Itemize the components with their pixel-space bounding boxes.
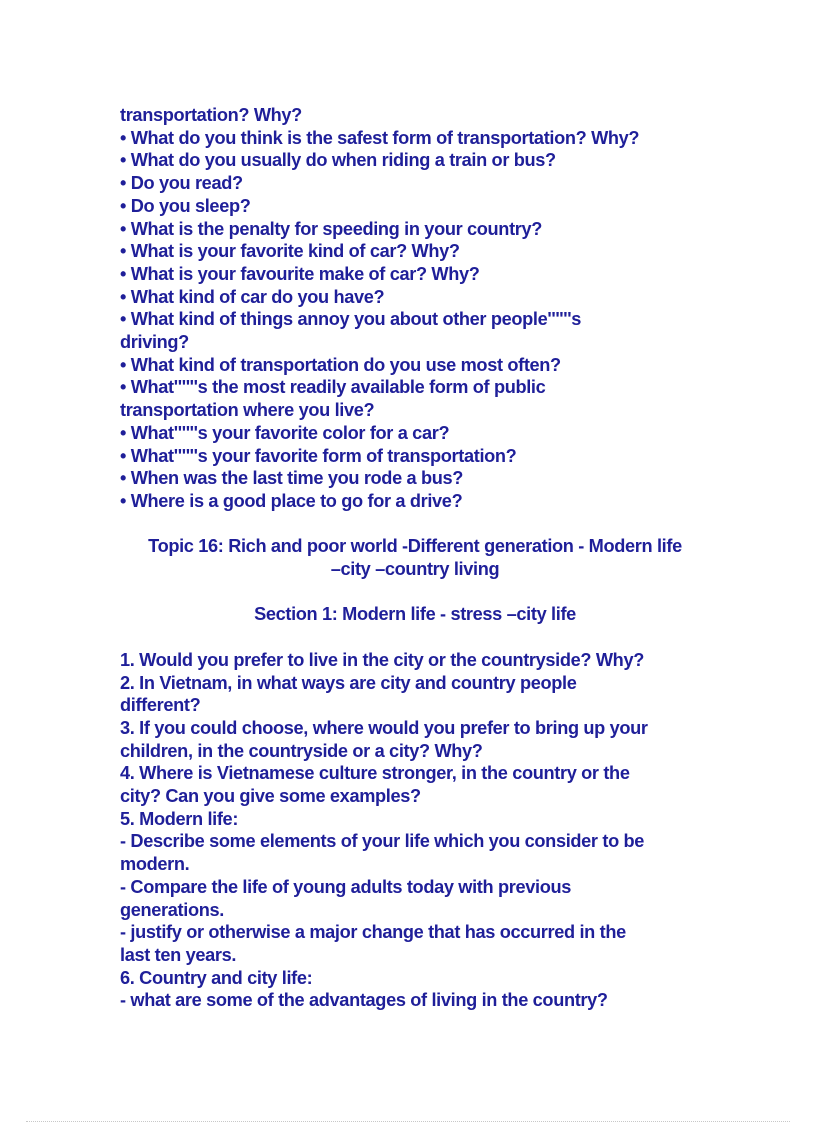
list-item: 6. Country and city life: bbox=[120, 967, 313, 988]
list-item: • What''''''s your favorite form of transportation? bbox=[120, 445, 517, 466]
list-item: last ten years. bbox=[120, 944, 237, 965]
list-item: children, in the countryside or a city? Why? bbox=[120, 740, 483, 761]
list-item: driving? bbox=[120, 332, 189, 353]
list-item: • What is the penalty for speeding in your country? bbox=[120, 218, 543, 239]
list-item: • What''''''s the most readily available form of public bbox=[120, 377, 546, 398]
list-item: • When was the last time you rode a bus? bbox=[120, 468, 464, 489]
list-item: • What do you think is the safest form of transportation? Why? bbox=[120, 127, 640, 148]
list-item: • What is your favourite make of car? Why? bbox=[120, 263, 480, 284]
list-item: 3. If you could choose, where would you prefer to bring up your bbox=[120, 717, 648, 738]
list-item: city? Can you give some examples? bbox=[120, 786, 421, 807]
list-item: • Do you sleep? bbox=[120, 195, 251, 216]
list-item: • Where is a good place to go for a drive? bbox=[120, 490, 463, 511]
list-item: - what are some of the advantages of living in the country? bbox=[120, 990, 608, 1011]
topic-title-line: Topic 16: Rich and poor world -Different generation - Modern life bbox=[148, 536, 682, 557]
spacer bbox=[120, 626, 710, 649]
topic-title bbox=[120, 535, 710, 580]
section-question-list bbox=[120, 649, 710, 1012]
section-title-text: Section 1: Modern life - stress –city life bbox=[254, 604, 576, 625]
list-item: 2. In Vietnam, in what ways are city and country people bbox=[120, 672, 577, 693]
list-item: • What''''''s your favorite color for a car? bbox=[120, 422, 450, 443]
list-item: • What kind of transportation do you use most often? bbox=[120, 354, 561, 375]
list-item: transportation? Why? bbox=[120, 105, 302, 125]
list-item: • What is your favorite kind of car? Why? bbox=[120, 241, 460, 262]
list-item: • What kind of car do you have? bbox=[120, 286, 385, 307]
page-bottom-divider bbox=[26, 1121, 790, 1122]
list-item: - Describe some elements of your life which you consider to be bbox=[120, 831, 645, 852]
list-item: modern. bbox=[120, 854, 190, 875]
list-item: different? bbox=[120, 695, 201, 716]
list-item: 1. Would you prefer to live in the city or the countryside? Why? bbox=[120, 649, 644, 670]
list-item: • What kind of things annoy you about other people''''''s bbox=[120, 309, 581, 330]
spacer bbox=[120, 513, 710, 536]
list-item: - Compare the life of young adults today with previous bbox=[120, 876, 571, 897]
document-body bbox=[120, 104, 710, 1012]
list-item: • Do you read? bbox=[120, 173, 243, 194]
list-item: • What do you usually do when riding a train or bus? bbox=[120, 150, 556, 171]
section-title bbox=[120, 603, 710, 626]
topic-title-line: –city –country living bbox=[330, 559, 500, 580]
list-item: - justify or otherwise a major change that has occurred in the bbox=[120, 922, 626, 943]
list-item: 5. Modern life: bbox=[120, 808, 239, 829]
list-item: transportation where you live? bbox=[120, 400, 375, 421]
transport-question-list bbox=[120, 104, 710, 513]
spacer bbox=[120, 581, 710, 604]
list-item: 4. Where is Vietnamese culture stronger, in the country or the bbox=[120, 763, 630, 784]
list-item: generations. bbox=[120, 899, 224, 920]
